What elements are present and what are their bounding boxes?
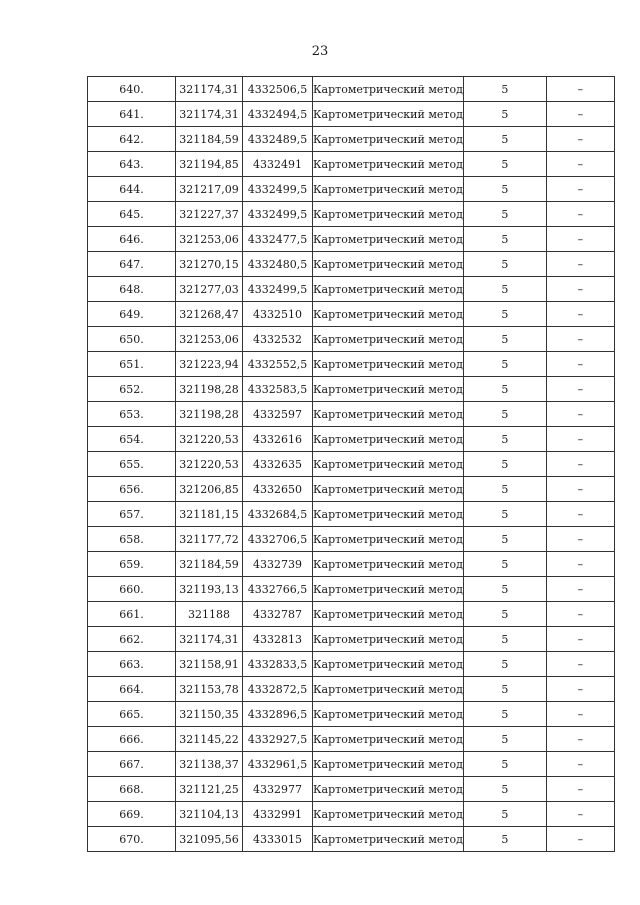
table-row bbox=[88, 277, 615, 302]
extra-cell: – bbox=[546, 727, 614, 752]
table-row bbox=[88, 402, 615, 427]
x-coordinate-cell: 321188 bbox=[176, 602, 243, 627]
accuracy-cell: 5 bbox=[463, 727, 546, 752]
point-number-cell: 651. bbox=[88, 352, 176, 377]
table-row bbox=[88, 577, 615, 602]
accuracy-cell: 5 bbox=[463, 427, 546, 452]
extra-cell: – bbox=[546, 452, 614, 477]
point-number-cell: 656. bbox=[88, 477, 176, 502]
table-row bbox=[88, 227, 615, 252]
accuracy-cell: 5 bbox=[463, 552, 546, 577]
y-coordinate-cell: 4332896,5 bbox=[243, 702, 313, 727]
x-coordinate-cell: 321184,59 bbox=[176, 552, 243, 577]
point-number-cell: 641. bbox=[88, 102, 176, 127]
method-cell: Картометрический метод bbox=[313, 127, 464, 152]
method-cell: Картометрический метод bbox=[313, 77, 464, 102]
y-coordinate-cell: 4332991 bbox=[243, 802, 313, 827]
y-coordinate-cell: 4332532 bbox=[243, 327, 313, 352]
y-coordinate-cell: 4332813 bbox=[243, 627, 313, 652]
point-number-cell: 652. bbox=[88, 377, 176, 402]
accuracy-cell: 5 bbox=[463, 677, 546, 702]
point-number-cell: 668. bbox=[88, 777, 176, 802]
method-cell: Картометрический метод bbox=[313, 352, 464, 377]
method-cell: Картометрический метод bbox=[313, 377, 464, 402]
x-coordinate-cell: 321277,03 bbox=[176, 277, 243, 302]
table-row bbox=[88, 652, 615, 677]
x-coordinate-cell: 321138,37 bbox=[176, 752, 243, 777]
point-number-cell: 648. bbox=[88, 277, 176, 302]
point-number-cell: 663. bbox=[88, 652, 176, 677]
method-cell: Картометрический метод bbox=[313, 427, 464, 452]
extra-cell: – bbox=[546, 752, 614, 777]
point-number-cell: 647. bbox=[88, 252, 176, 277]
extra-cell: – bbox=[546, 77, 614, 102]
x-coordinate-cell: 321268,47 bbox=[176, 302, 243, 327]
accuracy-cell: 5 bbox=[463, 452, 546, 477]
x-coordinate-cell: 321158,91 bbox=[176, 652, 243, 677]
point-number-cell: 645. bbox=[88, 202, 176, 227]
table-row bbox=[88, 627, 615, 652]
point-number-cell: 665. bbox=[88, 702, 176, 727]
table-row bbox=[88, 827, 615, 852]
x-coordinate-cell: 321104,13 bbox=[176, 802, 243, 827]
point-number-cell: 664. bbox=[88, 677, 176, 702]
accuracy-cell: 5 bbox=[463, 752, 546, 777]
extra-cell: – bbox=[546, 252, 614, 277]
method-cell: Картометрический метод bbox=[313, 402, 464, 427]
accuracy-cell: 5 bbox=[463, 652, 546, 677]
extra-cell: – bbox=[546, 102, 614, 127]
extra-cell: – bbox=[546, 227, 614, 252]
point-number-cell: 642. bbox=[88, 127, 176, 152]
x-coordinate-cell: 321153,78 bbox=[176, 677, 243, 702]
y-coordinate-cell: 4332491 bbox=[243, 152, 313, 177]
extra-cell: – bbox=[546, 127, 614, 152]
accuracy-cell: 5 bbox=[463, 102, 546, 127]
point-number-cell: 646. bbox=[88, 227, 176, 252]
point-number-cell: 657. bbox=[88, 502, 176, 527]
accuracy-cell: 5 bbox=[463, 202, 546, 227]
method-cell: Картометрический метод bbox=[313, 777, 464, 802]
method-cell: Картометрический метод bbox=[313, 302, 464, 327]
point-number-cell: 658. bbox=[88, 527, 176, 552]
extra-cell: – bbox=[546, 327, 614, 352]
accuracy-cell: 5 bbox=[463, 627, 546, 652]
y-coordinate-cell: 4332616 bbox=[243, 427, 313, 452]
accuracy-cell: 5 bbox=[463, 252, 546, 277]
extra-cell: – bbox=[546, 802, 614, 827]
point-number-cell: 660. bbox=[88, 577, 176, 602]
table-row bbox=[88, 327, 615, 352]
point-number-cell: 655. bbox=[88, 452, 176, 477]
y-coordinate-cell: 4332650 bbox=[243, 477, 313, 502]
y-coordinate-cell: 4332597 bbox=[243, 402, 313, 427]
y-coordinate-cell: 4332583,5 bbox=[243, 377, 313, 402]
y-coordinate-cell: 4332706,5 bbox=[243, 527, 313, 552]
extra-cell: – bbox=[546, 777, 614, 802]
table-row bbox=[88, 677, 615, 702]
x-coordinate-cell: 321270,15 bbox=[176, 252, 243, 277]
y-coordinate-cell: 4332552,5 bbox=[243, 352, 313, 377]
accuracy-cell: 5 bbox=[463, 602, 546, 627]
method-cell: Картометрический метод bbox=[313, 677, 464, 702]
extra-cell: – bbox=[546, 677, 614, 702]
table-row bbox=[88, 802, 615, 827]
method-cell: Картометрический метод bbox=[313, 577, 464, 602]
extra-cell: – bbox=[546, 277, 614, 302]
accuracy-cell: 5 bbox=[463, 152, 546, 177]
y-coordinate-cell: 4332766,5 bbox=[243, 577, 313, 602]
x-coordinate-cell: 321095,56 bbox=[176, 827, 243, 852]
extra-cell: – bbox=[546, 302, 614, 327]
y-coordinate-cell: 4332499,5 bbox=[243, 202, 313, 227]
x-coordinate-cell: 321184,59 bbox=[176, 127, 243, 152]
y-coordinate-cell: 4332499,5 bbox=[243, 177, 313, 202]
point-number-cell: 662. bbox=[88, 627, 176, 652]
y-coordinate-cell: 4332494,5 bbox=[243, 102, 313, 127]
method-cell: Картометрический метод bbox=[313, 102, 464, 127]
table-row bbox=[88, 302, 615, 327]
point-number-cell: 666. bbox=[88, 727, 176, 752]
point-number-cell: 643. bbox=[88, 152, 176, 177]
x-coordinate-cell: 321194,85 bbox=[176, 152, 243, 177]
accuracy-cell: 5 bbox=[463, 827, 546, 852]
table-row bbox=[88, 252, 615, 277]
x-coordinate-cell: 321217,09 bbox=[176, 177, 243, 202]
method-cell: Картометрический метод bbox=[313, 477, 464, 502]
y-coordinate-cell: 4332499,5 bbox=[243, 277, 313, 302]
method-cell: Картометрический метод bbox=[313, 227, 464, 252]
method-cell: Картометрический метод bbox=[313, 552, 464, 577]
point-number-cell: 670. bbox=[88, 827, 176, 852]
x-coordinate-cell: 321174,31 bbox=[176, 627, 243, 652]
extra-cell: – bbox=[546, 402, 614, 427]
x-coordinate-cell: 321253,06 bbox=[176, 327, 243, 352]
point-number-cell: 667. bbox=[88, 752, 176, 777]
table-row bbox=[88, 777, 615, 802]
accuracy-cell: 5 bbox=[463, 352, 546, 377]
extra-cell: – bbox=[546, 602, 614, 627]
accuracy-cell: 5 bbox=[463, 302, 546, 327]
y-coordinate-cell: 4332833,5 bbox=[243, 652, 313, 677]
extra-cell: – bbox=[546, 427, 614, 452]
point-number-cell: 644. bbox=[88, 177, 176, 202]
accuracy-cell: 5 bbox=[463, 527, 546, 552]
x-coordinate-cell: 321150,35 bbox=[176, 702, 243, 727]
x-coordinate-cell: 321193,13 bbox=[176, 577, 243, 602]
x-coordinate-cell: 321223,94 bbox=[176, 352, 243, 377]
method-cell: Картометрический метод bbox=[313, 602, 464, 627]
extra-cell: – bbox=[546, 177, 614, 202]
table-body bbox=[88, 77, 615, 852]
extra-cell: – bbox=[546, 827, 614, 852]
accuracy-cell: 5 bbox=[463, 277, 546, 302]
extra-cell: – bbox=[546, 477, 614, 502]
y-coordinate-cell: 4332684,5 bbox=[243, 502, 313, 527]
extra-cell: – bbox=[546, 202, 614, 227]
method-cell: Картометрический метод bbox=[313, 452, 464, 477]
x-coordinate-cell: 321198,28 bbox=[176, 377, 243, 402]
method-cell: Картометрический метод bbox=[313, 727, 464, 752]
extra-cell: – bbox=[546, 652, 614, 677]
table-row bbox=[88, 527, 615, 552]
accuracy-cell: 5 bbox=[463, 177, 546, 202]
accuracy-cell: 5 bbox=[463, 777, 546, 802]
y-coordinate-cell: 4332787 bbox=[243, 602, 313, 627]
x-coordinate-cell: 321121,25 bbox=[176, 777, 243, 802]
accuracy-cell: 5 bbox=[463, 227, 546, 252]
method-cell: Картометрический метод bbox=[313, 702, 464, 727]
method-cell: Картометрический метод bbox=[313, 652, 464, 677]
y-coordinate-cell: 4333015 bbox=[243, 827, 313, 852]
table-row bbox=[88, 127, 615, 152]
y-coordinate-cell: 4332961,5 bbox=[243, 752, 313, 777]
method-cell: Картометрический метод bbox=[313, 152, 464, 177]
accuracy-cell: 5 bbox=[463, 502, 546, 527]
method-cell: Картометрический метод bbox=[313, 252, 464, 277]
y-coordinate-cell: 4332739 bbox=[243, 552, 313, 577]
table-row bbox=[88, 502, 615, 527]
method-cell: Картометрический метод bbox=[313, 627, 464, 652]
y-coordinate-cell: 4332510 bbox=[243, 302, 313, 327]
y-coordinate-cell: 4332489,5 bbox=[243, 127, 313, 152]
method-cell: Картометрический метод bbox=[313, 177, 464, 202]
extra-cell: – bbox=[546, 552, 614, 577]
x-coordinate-cell: 321220,53 bbox=[176, 427, 243, 452]
accuracy-cell: 5 bbox=[463, 577, 546, 602]
x-coordinate-cell: 321227,37 bbox=[176, 202, 243, 227]
accuracy-cell: 5 bbox=[463, 402, 546, 427]
method-cell: Картометрический метод bbox=[313, 752, 464, 777]
point-number-cell: 653. bbox=[88, 402, 176, 427]
point-number-cell: 650. bbox=[88, 327, 176, 352]
method-cell: Картометрический метод bbox=[313, 802, 464, 827]
accuracy-cell: 5 bbox=[463, 802, 546, 827]
extra-cell: – bbox=[546, 577, 614, 602]
x-coordinate-cell: 321181,15 bbox=[176, 502, 243, 527]
point-number-cell: 659. bbox=[88, 552, 176, 577]
accuracy-cell: 5 bbox=[463, 127, 546, 152]
point-number-cell: 669. bbox=[88, 802, 176, 827]
extra-cell: – bbox=[546, 152, 614, 177]
x-coordinate-cell: 321145,22 bbox=[176, 727, 243, 752]
method-cell: Картометрический метод bbox=[313, 502, 464, 527]
x-coordinate-cell: 321174,31 bbox=[176, 102, 243, 127]
x-coordinate-cell: 321177,72 bbox=[176, 527, 243, 552]
x-coordinate-cell: 321198,28 bbox=[176, 402, 243, 427]
table-row bbox=[88, 752, 615, 777]
point-number-cell: 640. bbox=[88, 77, 176, 102]
table-row bbox=[88, 77, 615, 102]
method-cell: Картометрический метод bbox=[313, 527, 464, 552]
table-row bbox=[88, 602, 615, 627]
extra-cell: – bbox=[546, 527, 614, 552]
x-coordinate-cell: 321206,85 bbox=[176, 477, 243, 502]
extra-cell: – bbox=[546, 377, 614, 402]
table-row bbox=[88, 702, 615, 727]
method-cell: Картометрический метод bbox=[313, 827, 464, 852]
x-coordinate-cell: 321174,31 bbox=[176, 77, 243, 102]
accuracy-cell: 5 bbox=[463, 377, 546, 402]
method-cell: Картометрический метод bbox=[313, 202, 464, 227]
y-coordinate-cell: 4332927,5 bbox=[243, 727, 313, 752]
page-number: 23 bbox=[311, 44, 329, 59]
table-row bbox=[88, 177, 615, 202]
point-number-cell: 649. bbox=[88, 302, 176, 327]
x-coordinate-cell: 321253,06 bbox=[176, 227, 243, 252]
table-row bbox=[88, 727, 615, 752]
accuracy-cell: 5 bbox=[463, 477, 546, 502]
method-cell: Картометрический метод bbox=[313, 327, 464, 352]
y-coordinate-cell: 4332977 bbox=[243, 777, 313, 802]
y-coordinate-cell: 4332506,5 bbox=[243, 77, 313, 102]
extra-cell: – bbox=[546, 627, 614, 652]
extra-cell: – bbox=[546, 502, 614, 527]
table-row bbox=[88, 152, 615, 177]
table-row bbox=[88, 102, 615, 127]
table-row bbox=[88, 477, 615, 502]
coordinates-table bbox=[87, 76, 615, 852]
accuracy-cell: 5 bbox=[463, 77, 546, 102]
y-coordinate-cell: 4332480,5 bbox=[243, 252, 313, 277]
point-number-cell: 654. bbox=[88, 427, 176, 452]
y-coordinate-cell: 4332872,5 bbox=[243, 677, 313, 702]
table-row bbox=[88, 202, 615, 227]
accuracy-cell: 5 bbox=[463, 327, 546, 352]
x-coordinate-cell: 321220,53 bbox=[176, 452, 243, 477]
table-row bbox=[88, 352, 615, 377]
method-cell: Картометрический метод bbox=[313, 277, 464, 302]
point-number-cell: 661. bbox=[88, 602, 176, 627]
extra-cell: – bbox=[546, 352, 614, 377]
table-row bbox=[88, 552, 615, 577]
y-coordinate-cell: 4332477,5 bbox=[243, 227, 313, 252]
table-row bbox=[88, 427, 615, 452]
extra-cell: – bbox=[546, 702, 614, 727]
accuracy-cell: 5 bbox=[463, 702, 546, 727]
table-row bbox=[88, 452, 615, 477]
table-row bbox=[88, 377, 615, 402]
y-coordinate-cell: 4332635 bbox=[243, 452, 313, 477]
